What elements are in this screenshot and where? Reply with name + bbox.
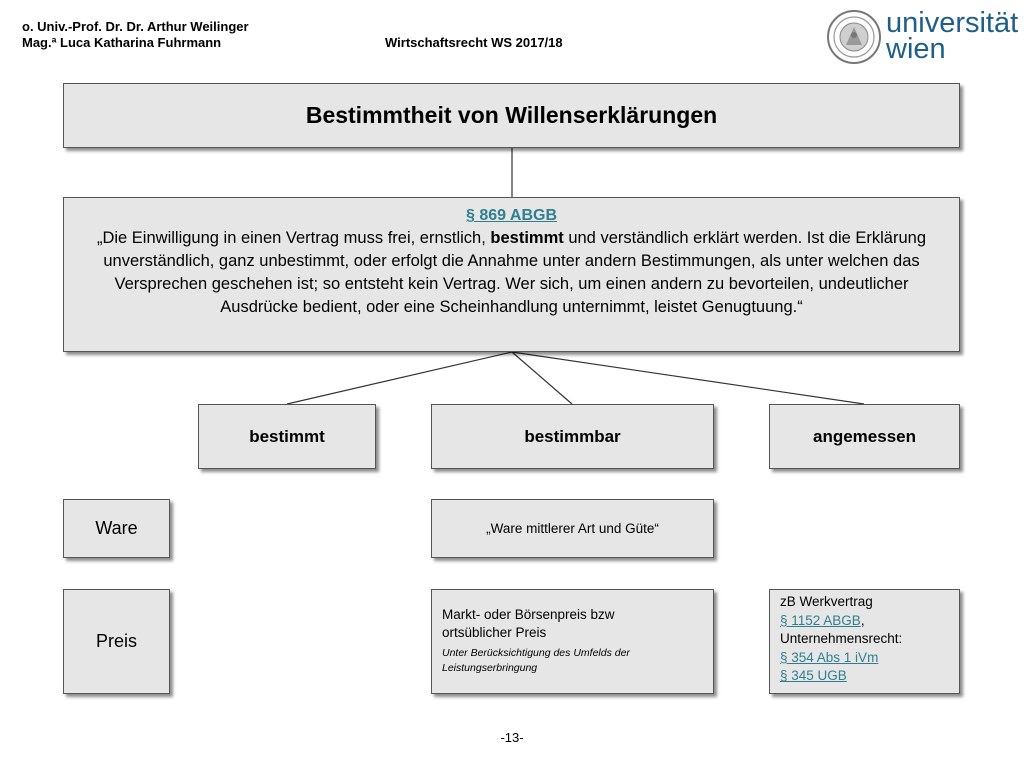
- category-bestimmt: [198, 404, 376, 469]
- row-label-ware: [63, 499, 170, 558]
- category-bestimmbar: [431, 404, 714, 469]
- ware-bestimmbar-text: „Ware mittlerer Art und Güte“: [486, 521, 659, 536]
- connector-quote-angemessen: [512, 352, 864, 404]
- quote-text-bold: bestimmt: [490, 229, 564, 247]
- quote-text: [74, 227, 949, 319]
- category-bestimmt-label: bestimmt: [249, 426, 325, 446]
- course-title: Wirtschaftsrecht WS 2017/18: [385, 35, 563, 50]
- row-label-ware-text: Ware: [95, 518, 138, 538]
- author-line-2: Mag.ª Luca Katharina Fuhrmann: [22, 35, 222, 50]
- abgb-869-link[interactable]: § 869 ABGB: [466, 207, 557, 224]
- row-label-preis-text: Preis: [95, 631, 137, 651]
- preis-angemessen-box: [769, 589, 960, 694]
- connector-quote-bestimmt: [287, 352, 512, 404]
- abgb-1152-link[interactable]: § 1152 ABGB: [780, 612, 861, 628]
- preis-bestimmbar-note: Unter Berücksichtigung des Umfelds der Leistungserbringung: [442, 647, 630, 674]
- author-line-1: o. Univ.-Prof. Dr. Dr. Arthur Weilinger: [22, 19, 249, 34]
- quote-text-after: und verständlich erklärt werden. Ist die Erklärung unverständlich, ganz unbestimmt, oder erfolgt die Annahme unter andern Bestimmungen, als unter welchen das Versprechen geschehen ist; so entsteht kein Vertrag. Wer sich, um einen andern zu bevorteilen, undeutlicher Ausdrücke bedient, oder eine Scheinhandlung unternimmt, leistet Genugtuung.“: [103, 229, 927, 316]
- row-label-preis: [63, 589, 170, 694]
- ugb-354-link[interactable]: § 354 Abs 1 iVm: [780, 649, 879, 665]
- category-bestimmbar-label: bestimmbar: [524, 426, 621, 446]
- ware-bestimmbar-box: [431, 499, 714, 558]
- logo-word-2: wien: [886, 33, 946, 65]
- preis-angemessen-line1: zB Werkvertrag: [780, 594, 873, 609]
- logo-word-1: universität: [886, 7, 1019, 39]
- preis-bestimmbar-main: Markt- oder Börsenpreis bzw ortsüblicher Preis: [442, 607, 615, 640]
- quote-text-before: „Die Einwilligung in einen Vertrag muss frei, ernstlich,: [96, 229, 491, 247]
- quote-box: [63, 197, 960, 352]
- title-box: [63, 83, 960, 148]
- ugb-345-link[interactable]: § 345 UGB: [780, 668, 847, 683]
- comma: ,: [860, 612, 865, 628]
- category-angemessen: [769, 404, 960, 469]
- page-title: Bestimmtheit von Willenserklärungen: [305, 102, 718, 128]
- category-angemessen-label: angemessen: [813, 426, 916, 446]
- preis-angemessen-line2: [780, 612, 951, 631]
- preis-bestimmbar-box: [431, 589, 714, 694]
- page-number: -13-: [500, 730, 524, 745]
- preis-angemessen-line3: Unternehmensrecht:: [780, 631, 903, 646]
